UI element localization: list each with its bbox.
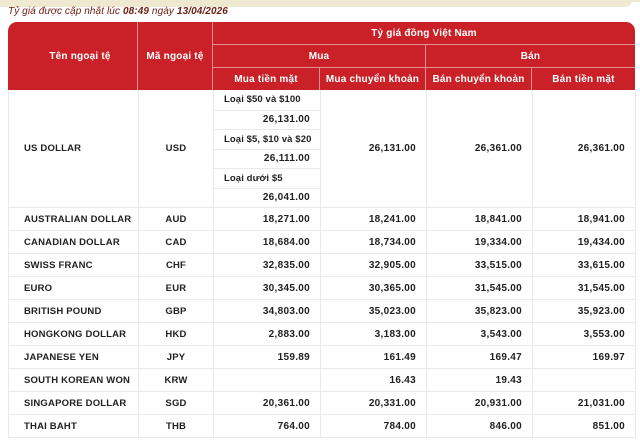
- currency-code: THB: [139, 415, 214, 438]
- currency-code: SGD: [139, 392, 214, 415]
- transfer-sell-value: 18,841.00: [427, 208, 533, 231]
- currency-code: AUD: [139, 208, 214, 231]
- currency-code: CAD: [139, 231, 214, 254]
- currency-name: CANADIAN DOLLAR: [9, 231, 139, 254]
- transfer-sell-value: 20,931.00: [427, 392, 533, 415]
- cash-sell-value: 21,031.00: [533, 392, 636, 415]
- currency-code: GBP: [139, 300, 214, 323]
- cash-sell-value: 26,361.00: [533, 90, 636, 208]
- currency-name: JAPANESE YEN: [9, 346, 139, 369]
- transfer-buy-value: 18,241.00: [321, 208, 427, 231]
- header-currency-name: Tên ngoại tệ: [8, 22, 138, 90]
- transfer-sell-value: 35,823.00: [427, 300, 533, 323]
- cash-buy-value: 159.89: [214, 346, 321, 369]
- transfer-sell-value: 31,545.00: [427, 277, 533, 300]
- transfer-buy-value: 32,905.00: [321, 254, 427, 277]
- updated-timestamp: [8, 6, 228, 17]
- cash-buy-value: 34,803.00: [214, 300, 321, 323]
- transfer-sell-value: 3,543.00: [427, 323, 533, 346]
- currency-name: US DOLLAR: [9, 90, 139, 208]
- currency-code: HKD: [139, 323, 214, 346]
- transfer-sell-value: 33,515.00: [427, 254, 533, 277]
- header-cash-buy: Mua tiền mặt: [213, 68, 320, 90]
- table-row: [9, 346, 636, 369]
- currency-name: EURO: [9, 277, 139, 300]
- currency-name: THAI BAHT: [9, 415, 139, 438]
- currency-name: HONGKONG DOLLAR: [9, 323, 139, 346]
- exchange-rate-table: [8, 22, 635, 438]
- currency-name: AUSTRALIAN DOLLAR: [9, 208, 139, 231]
- cash-buy-value: 20,361.00: [214, 392, 321, 415]
- currency-code: KRW: [139, 369, 214, 392]
- table-row-usd: [9, 90, 636, 208]
- transfer-buy-value: 16.43: [321, 369, 427, 392]
- header-buy: Mua: [213, 45, 426, 68]
- cash-sell-value: 169.97: [533, 346, 636, 369]
- transfer-buy-value: 20,331.00: [321, 392, 427, 415]
- cash-buy-value: 30,345.00: [214, 277, 321, 300]
- transfer-buy-value: 35,023.00: [321, 300, 427, 323]
- cash-sell-value: 35,923.00: [533, 300, 636, 323]
- cash-sell-value: 33,615.00: [533, 254, 636, 277]
- currency-code: EUR: [139, 277, 214, 300]
- cash-buy-value: 18,271.00: [214, 208, 321, 231]
- usd-tier-label: Loại $50 và $100: [224, 94, 301, 106]
- cash-sell-value: 31,545.00: [533, 277, 636, 300]
- usd-tier-label: Loại dưới $5: [214, 168, 320, 188]
- header-transfer-buy: Mua chuyển khoản: [320, 68, 426, 90]
- transfer-buy-value: 784.00: [321, 415, 427, 438]
- currency-name: SOUTH KOREAN WON: [9, 369, 139, 392]
- table-row: [9, 300, 636, 323]
- currency-name: BRITISH POUND: [9, 300, 139, 323]
- usd-tier-value: 26,111.00: [214, 149, 320, 169]
- header-currency-code: Mã ngoại tệ: [138, 22, 213, 90]
- usd-tier-value: 26,041.00: [214, 188, 320, 208]
- transfer-sell-value: 19.43: [427, 369, 533, 392]
- table-row: [9, 231, 636, 254]
- table-row: [9, 254, 636, 277]
- cash-buy-value: [214, 369, 321, 392]
- transfer-sell-value: 26,361.00: [427, 90, 533, 208]
- header-cash-sell: Bán tiền mặt: [552, 73, 615, 85]
- cash-sell-value: [533, 369, 636, 392]
- transfer-buy-value: 3,183.00: [321, 323, 427, 346]
- table-row: [9, 323, 636, 346]
- updated-date: 13/04/2026: [176, 6, 228, 17]
- header-vnd-rate: Tỷ giá đồng Việt Nam: [213, 22, 635, 45]
- updated-time: 08:49: [122, 6, 150, 17]
- updated-middle: ngày: [151, 6, 175, 17]
- header-transfer-sell: Bán chuyển khoản: [426, 68, 532, 90]
- cash-sell-value: 19,434.00: [533, 231, 636, 254]
- currency-name: SINGAPORE DOLLAR: [9, 392, 139, 415]
- cash-buy-value: 2,883.00: [214, 323, 321, 346]
- cash-buy-value: 18,684.00: [214, 231, 321, 254]
- transfer-buy-value: 18,734.00: [321, 231, 427, 254]
- cash-sell-value: 3,553.00: [533, 323, 636, 346]
- table-header: [8, 22, 635, 90]
- table-row: [9, 392, 636, 415]
- updated-prefix: Tỷ giá được cập nhật lúc: [8, 6, 121, 17]
- cash-sell-value: 851.00: [533, 415, 636, 438]
- currency-code: USD: [139, 90, 214, 208]
- table-row: [9, 415, 636, 438]
- usd-cash-buy-tiers: [214, 90, 321, 208]
- transfer-buy-value: 30,365.00: [321, 277, 427, 300]
- currency-name: SWISS FRANC: [9, 254, 139, 277]
- cash-buy-value: 32,835.00: [214, 254, 321, 277]
- cash-buy-value: 764.00: [214, 415, 321, 438]
- currency-code: CHF: [139, 254, 214, 277]
- currency-code: JPY: [139, 346, 214, 369]
- table-row: [9, 208, 636, 231]
- transfer-sell-value: 846.00: [427, 415, 533, 438]
- transfer-buy-value: 26,131.00: [321, 90, 427, 208]
- transfer-sell-value: 169.47: [427, 346, 533, 369]
- transfer-buy-value: 161.49: [321, 346, 427, 369]
- rates-body: [8, 90, 636, 438]
- table-row: [9, 277, 636, 300]
- cash-sell-value: 18,941.00: [533, 208, 636, 231]
- usd-tier-label: Loại $5, $10 và $20: [214, 129, 320, 149]
- header-sell: Bán: [426, 45, 635, 68]
- transfer-sell-value: 19,334.00: [427, 231, 533, 254]
- usd-tier-value: 26,131.00: [214, 110, 320, 130]
- table-row: [9, 369, 636, 392]
